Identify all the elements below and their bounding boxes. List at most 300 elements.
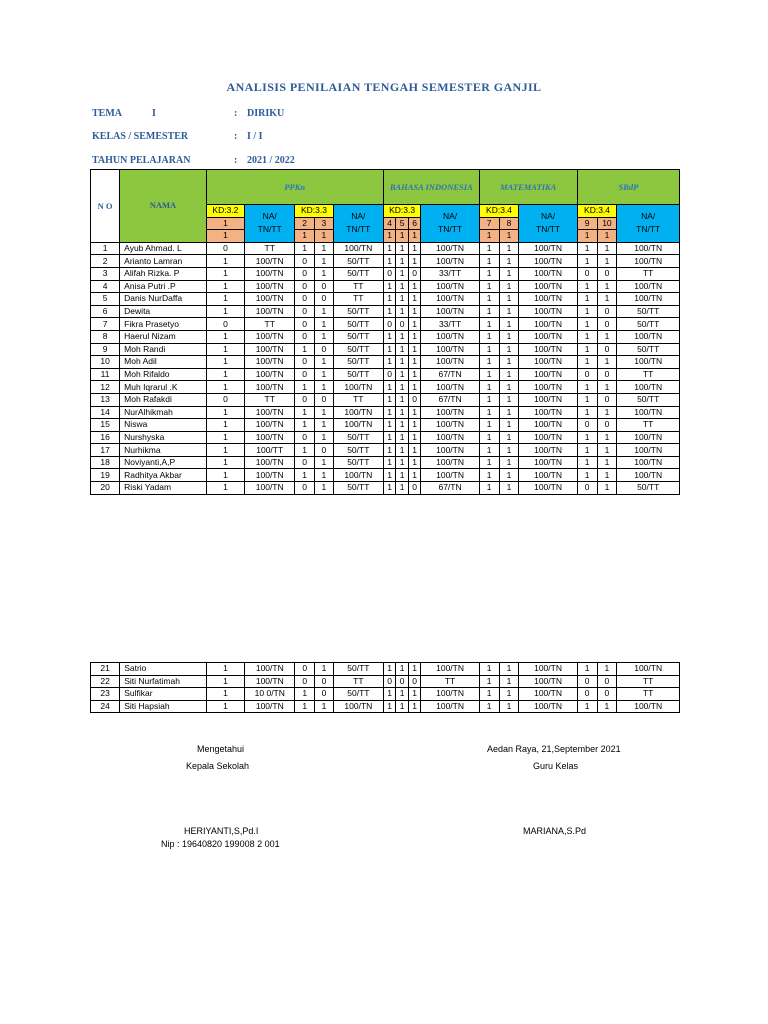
cell-score: 1 [396,343,409,356]
cell-score: 1 [479,381,499,394]
cell-score: 1 [597,663,617,676]
signature-right-name: MARIANA,S.Pd [523,826,587,836]
cell-score: 50/TT [333,368,383,381]
cell-score: 1 [206,688,245,701]
cell-score: 1 [479,293,499,306]
cell-score: 1 [383,393,396,406]
cell-score: 0 [206,393,245,406]
table-row [91,242,680,255]
cell-score: 1 [597,700,617,713]
cell-score: 1 [597,356,617,369]
cell-score: 100/TN [519,688,577,701]
cell-score: 100/TN [519,431,577,444]
cell-score: 1 [206,700,245,713]
cell-score: 100/TN [617,406,680,419]
cell-score: 100/TN [421,431,479,444]
assessment-table [90,169,680,495]
cell-score: 100/TN [421,293,479,306]
cell-score: TT [421,675,479,688]
cell-score: 1 [383,456,396,469]
cell-score: 100/TN [245,356,295,369]
cell-score: 1 [383,330,396,343]
cell-score: 1 [396,431,409,444]
meta-label: TAHUN PELAJARAN [92,155,191,166]
cell-score: 0 [295,267,315,280]
cell-score: 0 [577,688,597,701]
cell-name: Nurhikma [120,444,206,457]
cell-score: 1 [315,381,334,394]
header-subject-bahasa: BAHASA INDONESIA [383,170,479,205]
signature-left-name: HERIYANTI,S,Pd.I [184,826,259,836]
cell-score: 0 [295,255,315,268]
cell-score: 100/TN [245,663,295,676]
signature-left-line1: Mengetahui [197,744,245,754]
signature-right-line1: Aedan Raya, 21,September 2021 [487,744,621,754]
table-row [91,482,680,495]
cell-score: 0 [295,293,315,306]
cell-score: 1 [206,482,245,495]
cell-no: 9 [91,343,120,356]
cell-score: 1 [408,368,421,381]
cell-score: 1 [597,330,617,343]
table-row [91,318,680,331]
cell-name: Siti Hapsiah [120,700,207,713]
cell-score: 1 [479,688,499,701]
table-row [91,663,680,676]
cell-score: 50/TT [333,482,383,495]
cell-score: 1 [383,469,396,482]
cell-score: 50/TT [617,318,680,331]
cell-score: 1 [383,280,396,293]
cell-score: 100/TN [333,469,383,482]
cell-no: 2 [91,255,120,268]
cell-score: 1 [315,255,334,268]
cell-no: 14 [91,406,120,419]
table-row [91,343,680,356]
cell-score: 1 [577,356,597,369]
cell-score: 1 [597,381,617,394]
cell-score: 100/TN [421,280,479,293]
cell-score: 100/TN [519,381,577,394]
cell-score: 50/TT [333,330,383,343]
cell-score: 1 [206,419,245,432]
cell-score: 1 [499,343,519,356]
meta-label: TEMA [92,108,122,119]
cell-score: 1 [396,381,409,394]
cell-no: 15 [91,419,120,432]
cell-score: 1 [499,431,519,444]
cell-score: TT [617,368,680,381]
cell-score: 1 [479,431,499,444]
cell-name: Nurshyska [120,431,206,444]
cell-score: 50/TT [617,343,680,356]
cell-score: 0 [597,368,617,381]
cell-score: 1 [577,293,597,306]
cell-score: 1 [408,381,421,394]
max-score: 1 [396,230,409,243]
cell-score: 1 [479,330,499,343]
table-row [91,444,680,457]
cell-name: Moh Rifaldo [120,368,206,381]
cell-score: 1 [408,280,421,293]
cell-no: 19 [91,469,120,482]
cell-score: 0 [295,305,315,318]
cell-score: 1 [206,456,245,469]
cell-score: 1 [383,482,396,495]
cell-score: 0 [597,675,617,688]
cell-score: 1 [315,356,334,369]
cell-score: 50/TT [333,444,383,457]
cell-score: 1 [383,343,396,356]
cell-score: TT [245,242,295,255]
cell-score: 1 [396,419,409,432]
cell-score: 1 [499,456,519,469]
cell-score: 1 [597,456,617,469]
cell-score: 50/TT [333,343,383,356]
cell-no: 11 [91,368,120,381]
cell-score: 1 [396,482,409,495]
cell-score: 100/TN [245,368,295,381]
cell-score: 10 0/TN [245,688,295,701]
cell-score: 0 [597,419,617,432]
cell-score: 67/TN [421,482,479,495]
cell-score: 1 [479,419,499,432]
cell-score: 50/TT [617,305,680,318]
cell-score: 0 [597,318,617,331]
cell-score: 0 [315,393,334,406]
cell-score: 1 [206,381,245,394]
table-row [91,267,680,280]
cell-score: 1 [315,267,334,280]
cell-no: 18 [91,456,120,469]
cell-score: 1 [315,663,334,676]
cell-score: 100/TN [519,356,577,369]
cell-score: 0 [597,305,617,318]
cell-score: 1 [499,280,519,293]
cell-score: 1 [315,242,334,255]
cell-score: 1 [479,675,499,688]
cell-score: 1 [577,469,597,482]
meta-value: DIRIKU [247,108,285,119]
cell-name: Sulfikar [120,688,207,701]
cell-score: TT [333,293,383,306]
cell-score: 100/TN [421,381,479,394]
cell-score: 1 [499,406,519,419]
cell-score: 1 [383,356,396,369]
item-number: 4 [383,217,396,230]
cell-score: 1 [479,456,499,469]
cell-score: 100/TN [245,343,295,356]
cell-score: 1 [383,688,396,701]
cell-name: Arianto Lamran [120,255,206,268]
meta-value: I / I [247,131,263,142]
cell-score: 100/TN [421,688,479,701]
kd-label: KD:3.3 [383,205,421,218]
cell-score: 100/TN [245,406,295,419]
cell-score: 0 [295,482,315,495]
cell-score: 50/TT [617,482,680,495]
cell-score: 100/TN [245,305,295,318]
cell-score: 0 [383,267,396,280]
cell-score: 1 [206,444,245,457]
cell-score: 1 [479,267,499,280]
cell-score: 1 [408,469,421,482]
max-score: 1 [206,230,245,243]
na-tntt-header: NA/ TN/TT [333,205,383,243]
cell-score: 100/TN [245,255,295,268]
cell-score: 1 [396,406,409,419]
cell-score: 1 [206,330,245,343]
cell-score: 1 [396,469,409,482]
cell-no: 13 [91,393,120,406]
cell-score: 100/TN [519,700,577,713]
cell-score: 1 [396,356,409,369]
cell-score: 33/TT [421,318,479,331]
cell-score: 50/TT [333,255,383,268]
cell-no: 16 [91,431,120,444]
cell-score: 1 [577,431,597,444]
cell-score: 1 [206,356,245,369]
cell-score: 1 [408,242,421,255]
kd-label: KD:3.2 [206,205,245,218]
cell-score: 0 [383,675,396,688]
cell-score: 100/TN [617,280,680,293]
cell-score: 0 [315,675,334,688]
cell-score: 1 [479,444,499,457]
cell-score: 1 [396,280,409,293]
table-row [91,688,680,701]
cell-score: 1 [408,318,421,331]
item-number: 8 [499,217,519,230]
cell-score: TT [617,419,680,432]
cell-score: 1 [597,482,617,495]
cell-score: 100/TN [421,700,479,713]
cell-score: 0 [295,368,315,381]
cell-no: 17 [91,444,120,457]
cell-score: 1 [499,482,519,495]
cell-no: 3 [91,267,120,280]
cell-name: Radhitya Akbar [120,469,206,482]
cell-name: Satrio [120,663,207,676]
na-tntt-header: NA/ TN/TT [617,205,680,243]
cell-score: 100/TN [617,469,680,482]
cell-score: 100/TN [245,280,295,293]
cell-score: 1 [396,700,409,713]
cell-score: TT [333,393,383,406]
cell-score: 1 [479,368,499,381]
cell-score: TT [617,267,680,280]
item-number: 6 [408,217,421,230]
cell-score: 1 [499,356,519,369]
cell-score: 1 [315,456,334,469]
meta-colon: : [234,131,238,142]
cell-score: 1 [383,293,396,306]
cell-score: 0 [295,356,315,369]
cell-score: 1 [499,419,519,432]
cell-score: 100/TN [617,381,680,394]
cell-score: 0 [408,675,421,688]
cell-score: 50/TT [333,318,383,331]
cell-score: 0 [577,419,597,432]
cell-score: 1 [396,688,409,701]
cell-score: 0 [597,343,617,356]
max-score: 1 [408,230,421,243]
cell-score: 1 [315,419,334,432]
max-score: 1 [295,230,315,243]
signature-right-line2: Guru Kelas [533,761,579,771]
item-number: 2 [295,217,315,230]
cell-score: TT [245,318,295,331]
cell-score: 1 [396,330,409,343]
cell-score: 1 [206,343,245,356]
kd-label: KD:3.3 [295,205,334,218]
cell-score: 1 [479,280,499,293]
cell-score: 100/TN [519,318,577,331]
cell-score: 100/TN [519,368,577,381]
cell-score: 0 [577,675,597,688]
cell-score: 1 [479,700,499,713]
item-number: 10 [597,217,617,230]
cell-score: 1 [577,255,597,268]
cell-score: 67/TN [421,368,479,381]
cell-score: 0 [383,318,396,331]
cell-score: 50/TT [333,305,383,318]
cell-score: 100/TN [617,444,680,457]
cell-score: 1 [383,305,396,318]
cell-score: 1 [499,242,519,255]
cell-score: 0 [396,318,409,331]
cell-score: 100/TN [519,456,577,469]
cell-score: 1 [315,482,334,495]
cell-no: 21 [91,663,120,676]
cell-no: 4 [91,280,120,293]
cell-name: Siti Nurfatimah [120,675,207,688]
cell-score: 1 [295,444,315,457]
cell-score: 100/TN [245,469,295,482]
na-tntt-header: NA/ TN/TT [421,205,479,243]
cell-score: 1 [206,293,245,306]
table-row [91,381,680,394]
cell-score: TT [617,688,680,701]
cell-name: Moh Adil [120,356,206,369]
cell-score: 0 [408,482,421,495]
cell-score: 50/TT [617,393,680,406]
cell-score: 1 [479,356,499,369]
cell-score: 50/TT [333,663,383,676]
cell-score: 100/TN [245,267,295,280]
cell-no: 23 [91,688,120,701]
cell-score: 0 [597,688,617,701]
cell-score: 0 [396,675,409,688]
cell-score: 100/TN [617,431,680,444]
max-score: 1 [499,230,519,243]
cell-score: 1 [295,700,315,713]
cell-score: 1 [295,381,315,394]
cell-score: 1 [597,280,617,293]
table-body [91,663,680,713]
cell-score: 1 [479,255,499,268]
signature-left-line2: Kepala Sekolah [186,761,250,771]
item-number: 9 [577,217,597,230]
cell-score: 1 [295,469,315,482]
cell-score: 1 [408,663,421,676]
cell-score: 1 [499,469,519,482]
cell-score: 1 [408,293,421,306]
cell-score: 1 [597,469,617,482]
cell-score: 1 [479,406,499,419]
cell-score: 1 [315,406,334,419]
cell-score: 1 [577,305,597,318]
item-number: 5 [396,217,409,230]
cell-score: 0 [315,343,334,356]
cell-score: 0 [295,318,315,331]
cell-score: 1 [315,469,334,482]
cell-score: 1 [295,343,315,356]
cell-score: 100/TN [617,330,680,343]
cell-score: 0 [315,280,334,293]
cell-score: 100/TN [519,330,577,343]
cell-score: 100/TN [617,456,680,469]
cell-score: 1 [383,381,396,394]
cell-score: 100/TN [617,242,680,255]
cell-score: 0 [408,267,421,280]
cell-score: 100/TT [245,444,295,457]
cell-score: 1 [408,406,421,419]
meta-label: KELAS / SEMESTER [92,131,189,142]
cell-score: 1 [383,242,396,255]
cell-score: 1 [295,242,315,255]
cell-score: 1 [315,700,334,713]
cell-name: Riski Yadam [120,482,206,495]
kd-label: KD:3.4 [577,205,617,218]
cell-score: 100/TN [519,419,577,432]
cell-score: 100/TN [519,293,577,306]
cell-no: 6 [91,305,120,318]
na-tntt-header: NA/ TN/TT [245,205,295,243]
cell-score: 1 [383,419,396,432]
cell-score: 1 [577,381,597,394]
cell-score: 100/TN [245,675,295,688]
cell-score: 100/TN [421,356,479,369]
cell-score: 1 [577,456,597,469]
cell-score: 100/TN [519,255,577,268]
cell-score: 1 [499,267,519,280]
item-number: 1 [206,217,245,230]
cell-score: 0 [295,663,315,676]
assessment-table-continued [90,662,680,713]
cell-score: 1 [499,700,519,713]
table-row [91,255,680,268]
max-score: 1 [597,230,617,243]
cell-score: 0 [383,368,396,381]
cell-score: 1 [577,330,597,343]
cell-score: 100/TN [519,406,577,419]
table-row [91,356,680,369]
cell-score: 100/TN [519,675,577,688]
cell-score: 1 [206,280,245,293]
cell-score: 100/TN [519,280,577,293]
cell-score: 100/TN [617,700,680,713]
cell-score: 1 [408,343,421,356]
cell-score: 1 [315,318,334,331]
cell-score: 1 [206,469,245,482]
cell-score: 1 [499,255,519,268]
cell-score: 1 [499,381,519,394]
cell-score: TT [245,393,295,406]
cell-score: 1 [315,368,334,381]
cell-name: Alifah Rizka. P [120,267,206,280]
cell-score: 100/TN [421,406,479,419]
